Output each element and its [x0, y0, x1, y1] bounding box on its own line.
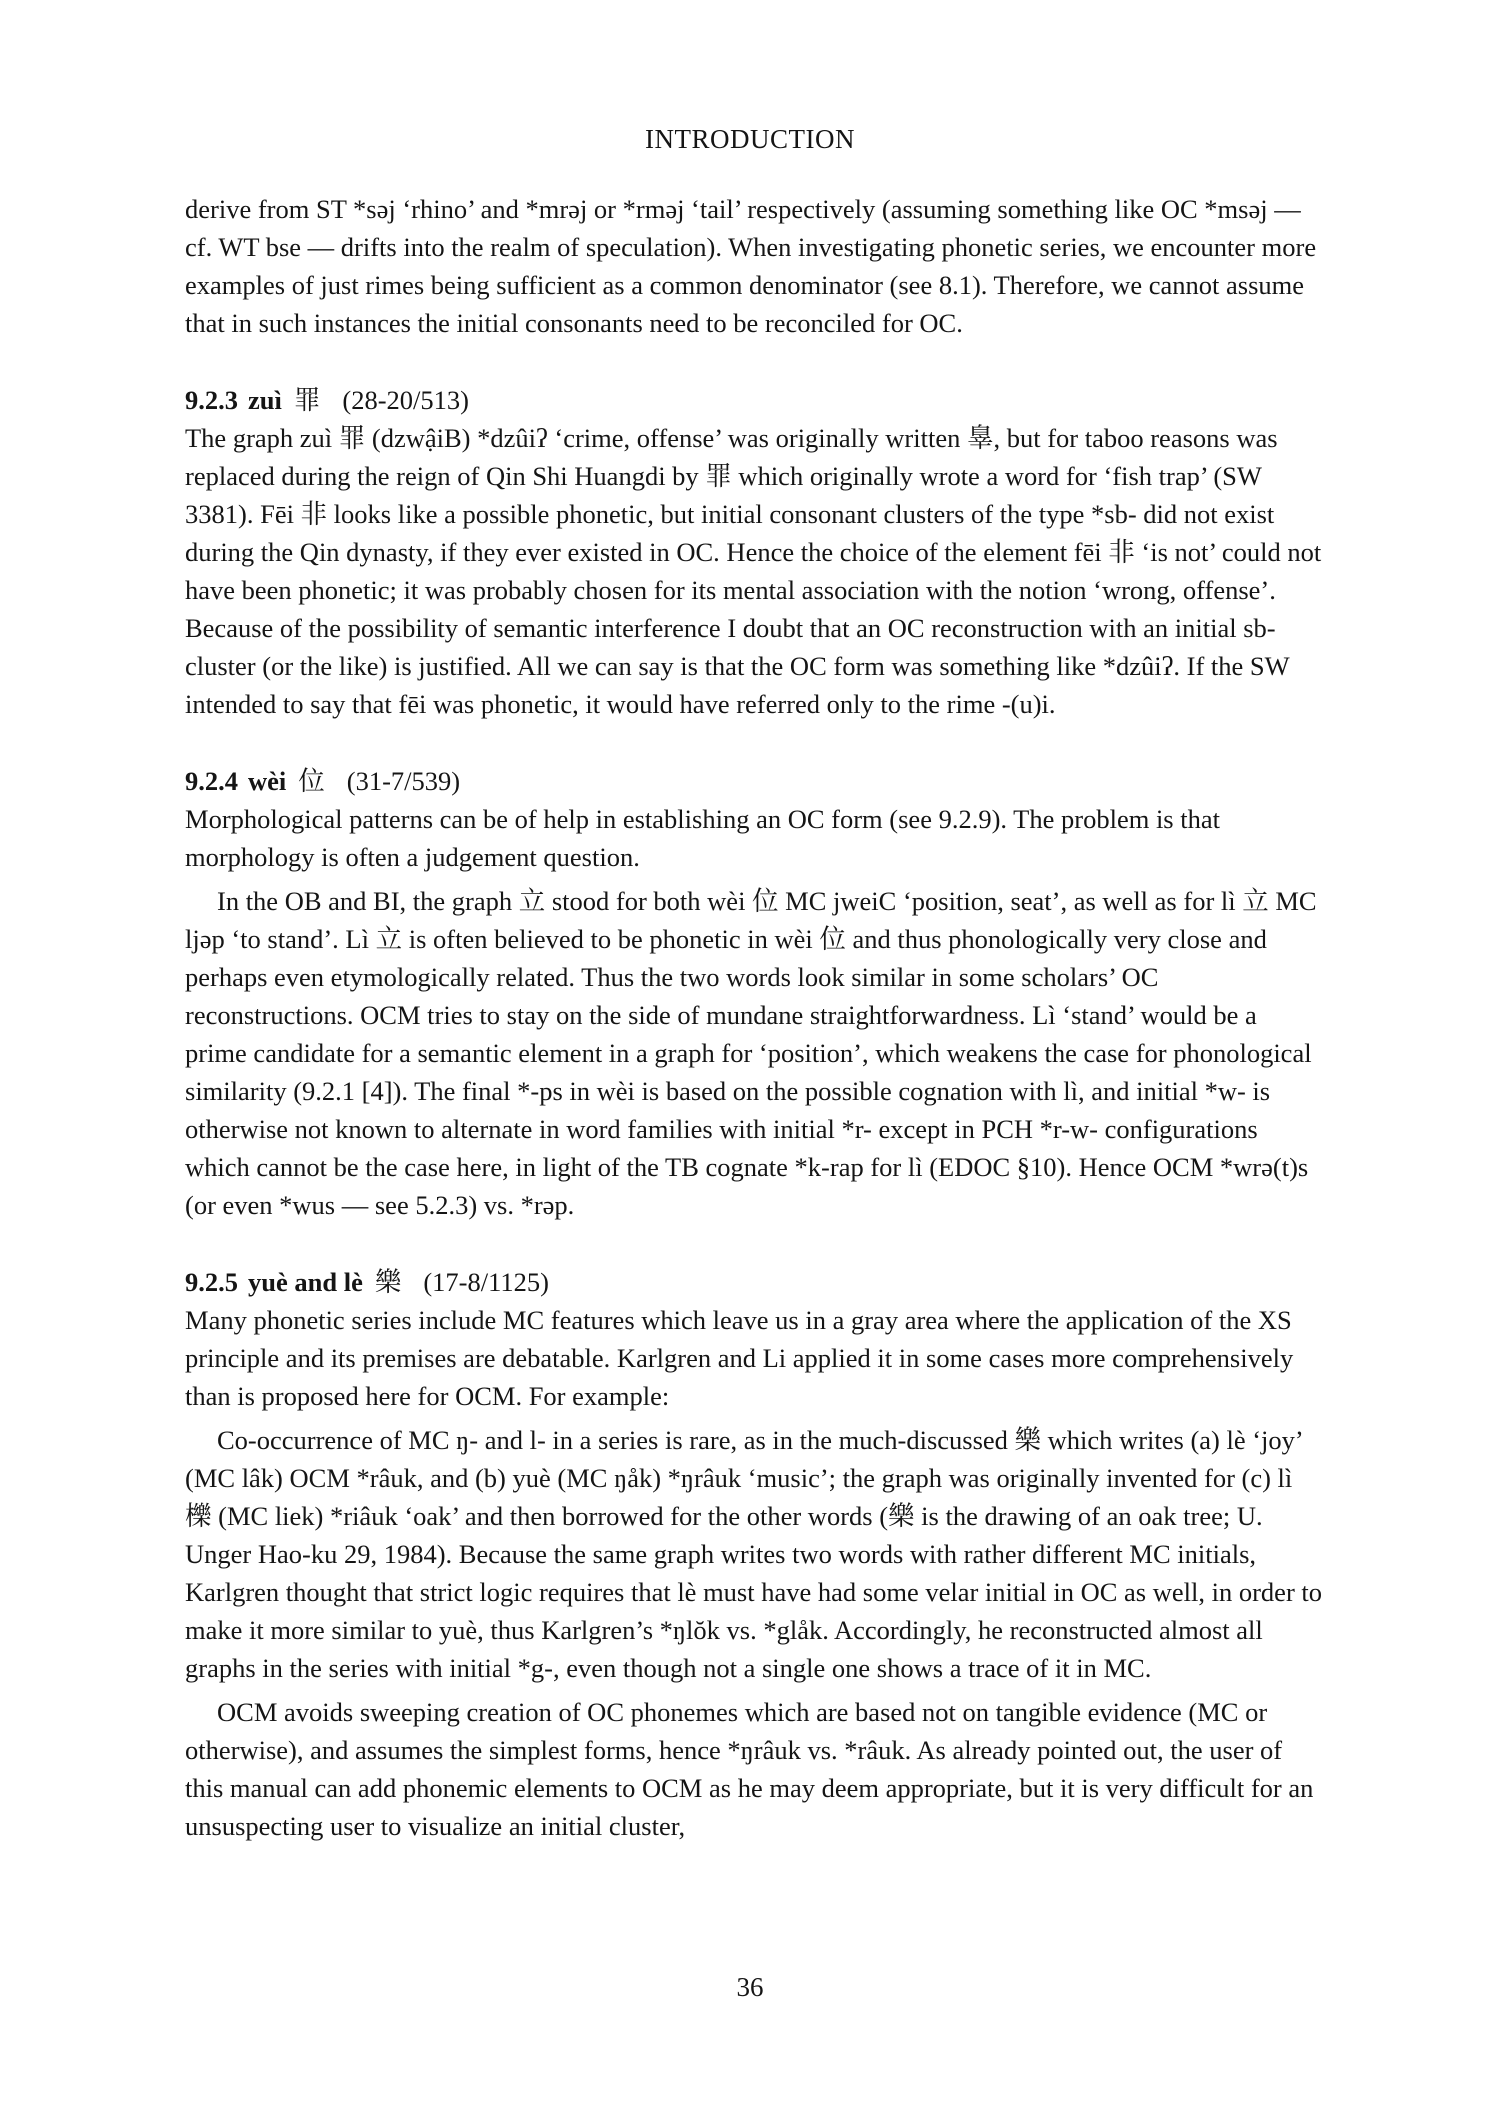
section-pinyin: yuè and lè [248, 1267, 363, 1297]
section-number: 9.2.3 [185, 385, 238, 415]
intro-paragraph: derive from ST *səj ‘rhino’ and *mrəj or *rməj ‘tail’ respectively (assuming something like OC *msəj — cf. WT bse — drifts into the realm of speculation). When investigating phonetic series, we encounter more examples of just rimes being sufficient as a common denominator (see 8.1). Therefore, we cannot assume that in such instances the initial consonants need to be reconciled for OC. [185, 194, 1317, 338]
section-number: 9.2.4 [185, 766, 238, 796]
section-reference: (28-20/513) [342, 385, 469, 415]
section-heading-9-2-3 [185, 381, 1325, 419]
section-paragraph: OCM avoids sweeping creation of OC phonemes which are based not on tangible evidence (MC or otherwise), and assumes the simplest forms, hence *ŋrâuk vs. *râuk. As already pointed out, the user of this manual can add phonemic elements to OCM as he may deem appropriate, but it is very difficult for an unsuspecting user to visualize an initial cluster, [185, 1697, 1314, 1841]
section-heading-9-2-5 [185, 1263, 1325, 1301]
section-paragraph: Co-occurrence of MC ŋ- and l- in a series is rare, as in the much-discussed 樂 which writes (a) lè ‘joy’ (MC lâk) OCM *râuk, and (b) yuè (MC ŋåk) *ŋrâuk ‘music’; the graph was originally invented for (c) lì 櫟 (MC liek) *riâuk ‘oak’ and then borrowed for the other words (樂 is the drawing of an oak tree; U. Unger Hao-ku 29, 1984). Because the same graph writes two words with rather different MC initials, Karlgren thought that strict logic requires that lè must have had some velar initial in OC as well, in order to make it more similar to yuè, thus Karlgren’s *ŋlŏk vs. *glåk. Accordingly, he reconstructed almost all graphs in the series with initial *g-, even though not a single one shows a trace of it in MC. [185, 1425, 1323, 1683]
running-head: INTRODUCTION [645, 124, 855, 154]
page-number: 36 [736, 1972, 764, 2002]
section-paragraph: In the OB and BI, the graph 立 stood for both wèi 位 MC jweiC ‘position, seat’, as well as for lì 立 MC ljəp ‘to stand’. Lì 立 is often believed to be phonetic in wèi 位 and thus phonologically very close and perhaps even etymologically related. Thus the two words look similar in some scholars’ OC reconstructions. OCM tries to stay on the side of mundane straightforwardness. Lì ‘stand’ would be a prime candidate for a semantic element in a graph for ‘position’, which weakens the case for phonological similarity (9.2.1 [4]). The final *-ps in wèi is based on the possible cognation with lì, and initial *w- is otherwise not known to alternate in word families with initial *r- except in PCH *r-w- configurations which cannot be the case here, in light of the TB cognate *k-rap for lì (EDOC §10). Hence OCM *wrə(t)s (or even *wus — see 5.2.3) vs. *rəp. [185, 886, 1317, 1220]
page-body [185, 190, 1325, 1845]
section-reference: (31-7/539) [346, 766, 461, 796]
section-heading-9-2-4 [185, 762, 1325, 800]
section-reference: (17-8/1125) [423, 1267, 549, 1297]
section-graph: 罪 [293, 385, 321, 415]
section-pinyin: zuì [248, 385, 282, 415]
section-paragraph: Many phonetic series include MC features which leave us in a gray area where the application of the XS principle and its premises are debatable. Karlgren and Li applied it in some cases more comprehensively than is proposed here for OCM. For example: [185, 1305, 1294, 1411]
section-graph: 樂 [374, 1267, 402, 1297]
section-number: 9.2.5 [185, 1267, 238, 1297]
section-paragraph: The graph zuì 罪 (dzwậiB) *dzûiʔ ‘crime, offense’ was originally written 辠, but for taboo reasons was replaced during the reign of Qin Shi Huangdi by 罪 which originally wrote a word for ‘fish trap’ (SW 3381). Fēi 非 looks like a possible phonetic, but initial consonant clusters of the type *sb- did not exist during the Qin dynasty, if they ever existed in OC. Hence the choice of the element fēi 非 ‘is not’ could not have been phonetic; it was probably chosen for its mental association with the notion ‘wrong, offense’. Because of the possibility of semantic interference I doubt that an OC reconstruction with an initial sb- cluster (or the like) is justified. All we can say is that the OC form was something like *dzûiʔ. If the SW intended to say that fēi was phonetic, it would have referred only to the rime -(u)i. [185, 423, 1322, 719]
section-graph: 位 [298, 766, 325, 796]
section-pinyin: wèi [248, 766, 287, 796]
section-paragraph: Morphological patterns can be of help in establishing an OC form (see 9.2.9). The problem is that morphology is often a judgement question. [185, 804, 1220, 872]
